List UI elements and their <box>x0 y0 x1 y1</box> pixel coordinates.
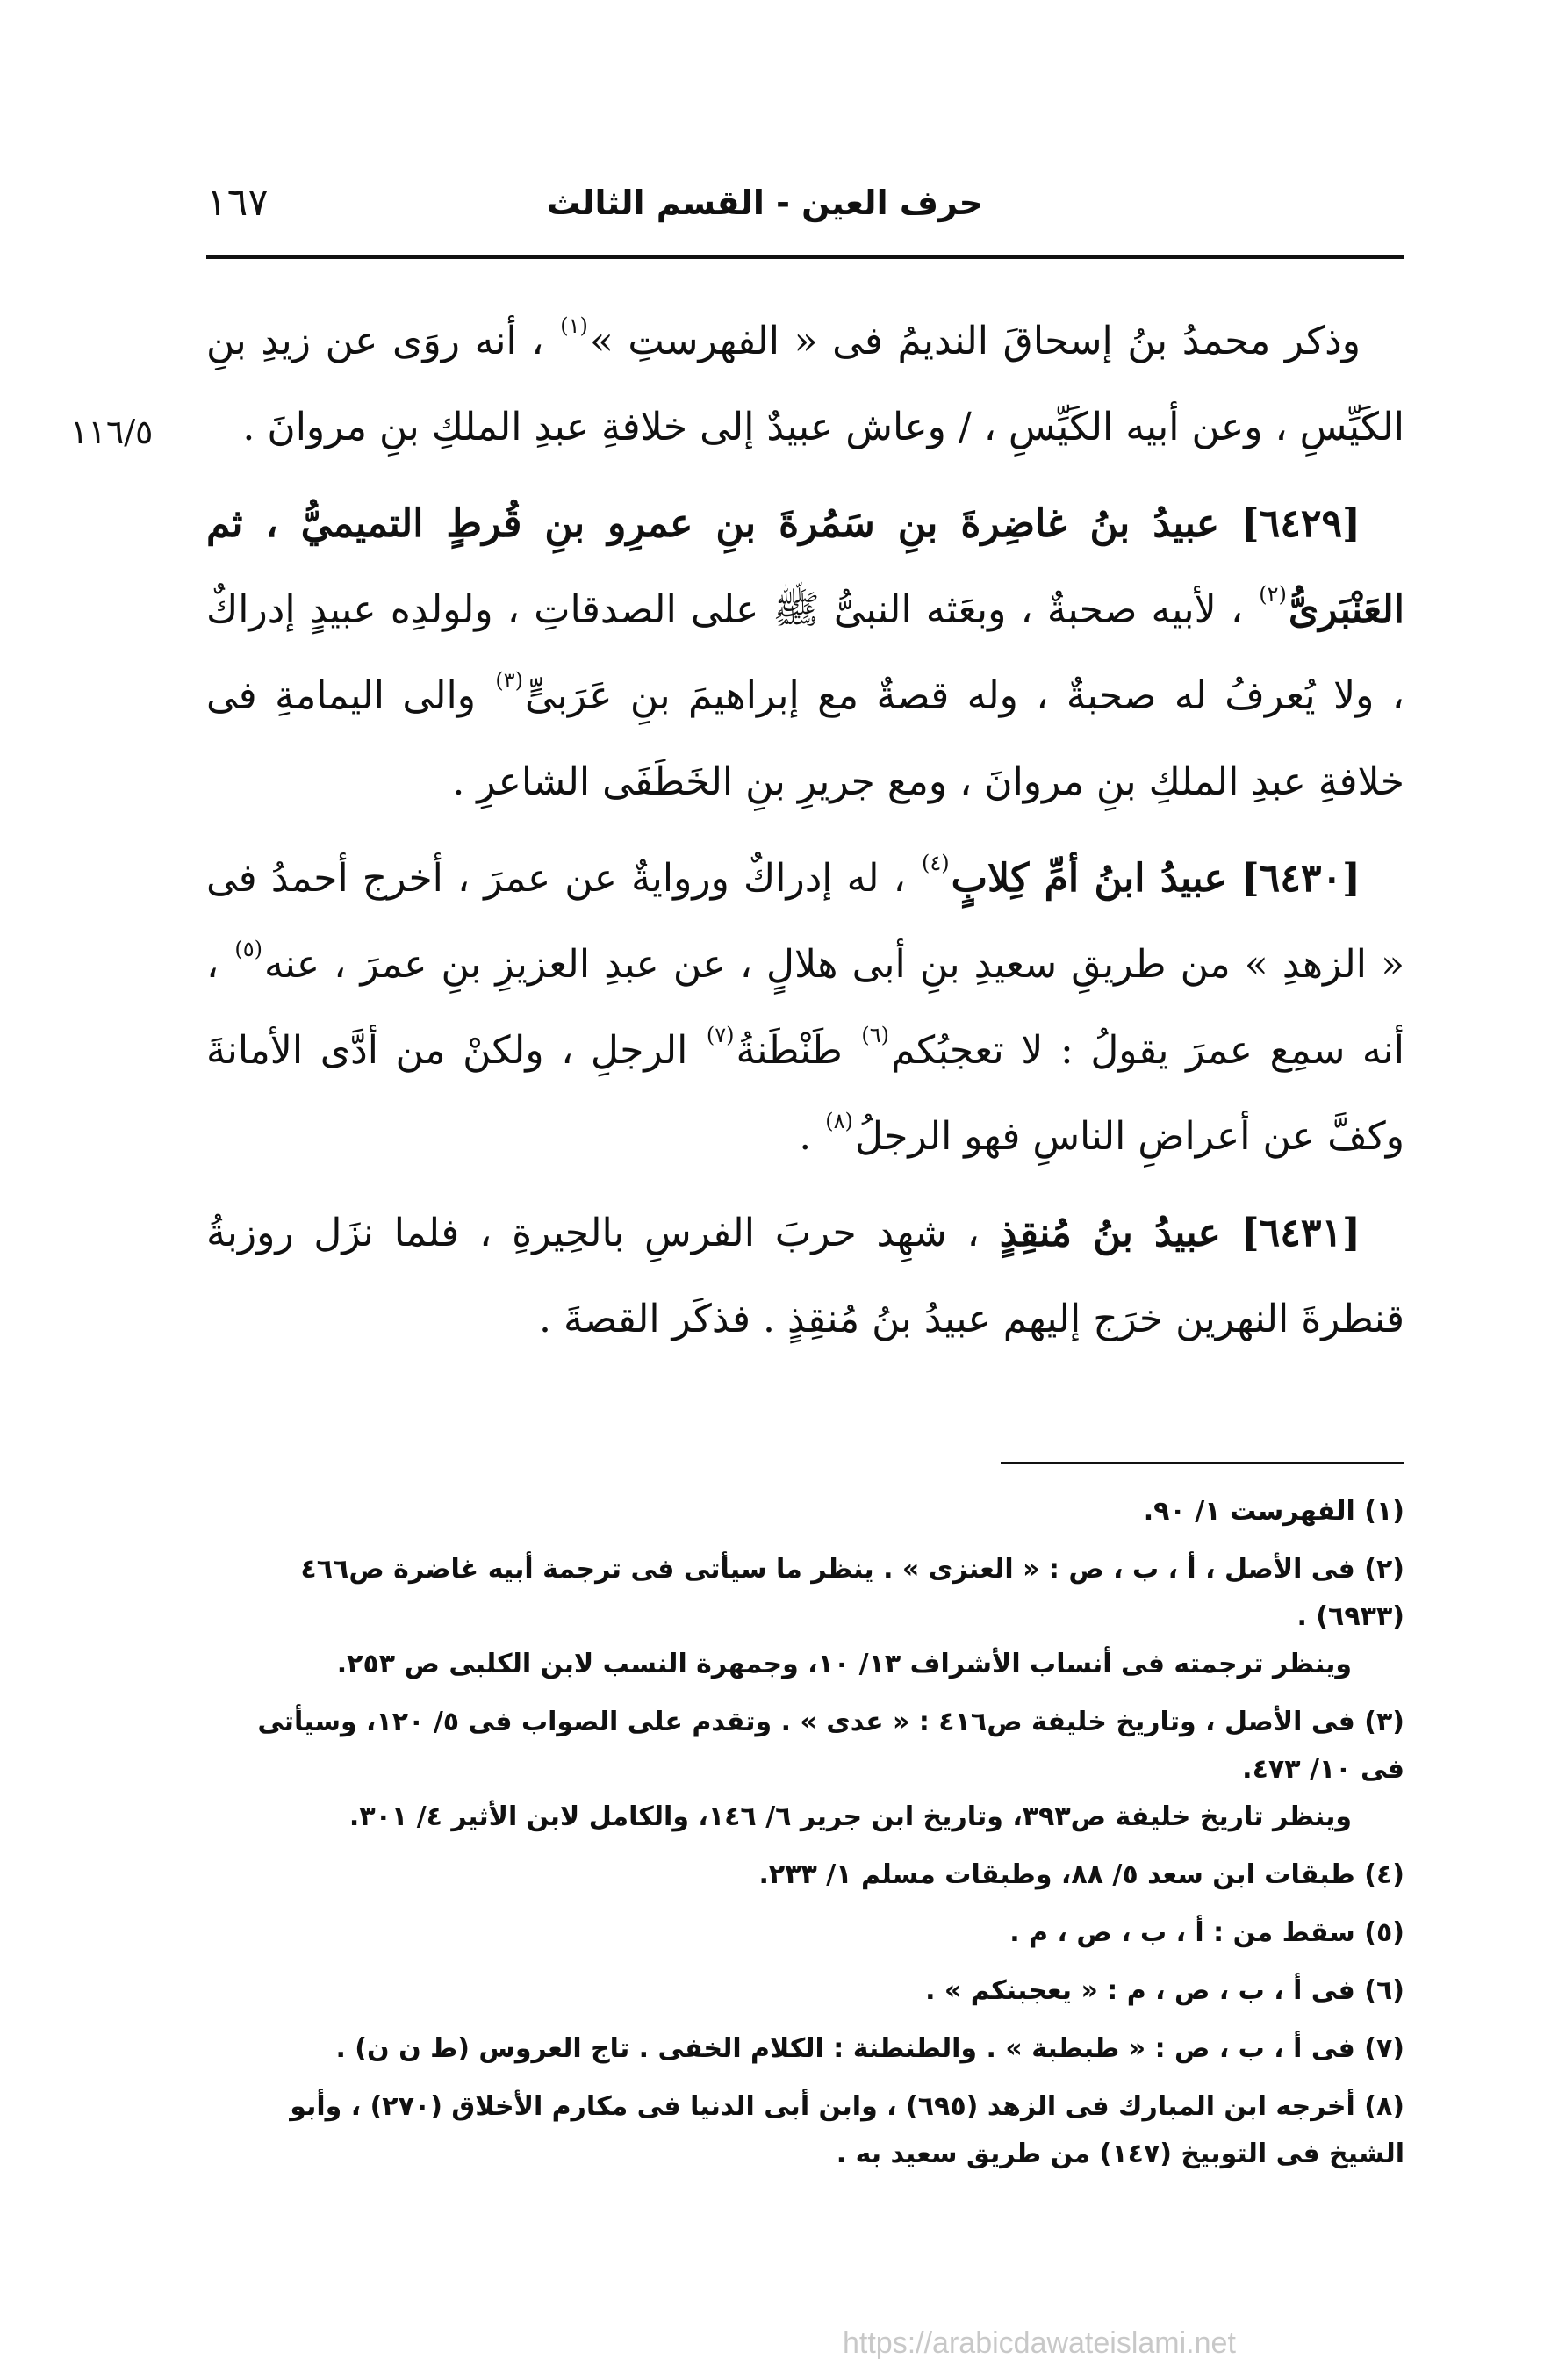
text-run: ، أنه روَى عن زيدِ بنِ الكَيِّسِ ، وعن أبيه الكَيِّسِ ، / وعاش عبيدٌ إلى خلافةِ عبدِ الملكِ بنِ مروانَ . <box>206 319 1404 449</box>
page-header <box>206 180 1404 233</box>
entry-6431 <box>206 1190 1404 1363</box>
footnote-3 <box>206 1699 1404 1841</box>
footnote-text: (٣) فى الأصل ، وتاريخ خليفة ص٤١٦ : « عدى » . وتقدم على الصواب فى ٥/ ١٢٠، وسيأتى فى ١٠/ ٤٧٣. <box>257 1707 1404 1785</box>
text-run: طَنْطَنةُ <box>736 1028 843 1073</box>
footnote-text: (٢) فى الأصل ، أ ، ب ، ص : « العنزى » . ينظر ما سيأتى فى ترجمة أبيه غاضرة ص٤٦٦ (٦٩٣٣) . <box>300 1554 1404 1632</box>
footnote-text: (٤) طبقات ابن سعد ٥/ ٨٨، وطبقات مسلم ١/ ٢٣٣. <box>758 1859 1404 1890</box>
entry-name: عبيدُ ابنُ أمِّ كِلابٍ <box>951 856 1227 901</box>
footnote-marker[interactable]: (١) <box>560 313 588 338</box>
footnote-marker[interactable]: (٨) <box>825 1109 853 1133</box>
footnote-continuation: وينظر تاريخ خليفة ص٣٩٣، وتاريخ ابن جرير ٦/ ١٤٦، والكامل لابن الأثير ٤/ ٣٠١. <box>348 1801 1352 1832</box>
footnote-8 <box>206 2083 1404 2178</box>
entry-number: [٦٤٢٩] <box>1240 501 1361 546</box>
footnote-5 <box>206 1909 1404 1957</box>
footnote-marker[interactable]: (٥) <box>234 937 262 961</box>
footnote-marker[interactable]: (٢) <box>1259 582 1287 607</box>
footnote-rule <box>1001 1462 1404 1464</box>
footnote-2 <box>206 1546 1404 1688</box>
entry-6430 <box>206 836 1404 1180</box>
entry-name: عبيدُ بنُ مُنقِذٍ <box>999 1211 1221 1255</box>
footnote-marker[interactable]: (٧) <box>706 1023 735 1047</box>
text-run: ، شهِد حربَ الفرسِ بالحِيرةِ ، فلما نزَل روزبةُ قنطرةَ النهرين خرَج إليهم عبيدُ بنُ مُنقِذٍ . فذكَر القصةَ . <box>206 1211 1404 1341</box>
text-run: الرجلِ ، ولكنْ من أدَّى الأمانةَ وكفَّ عن أعراضِ الناسِ فهو الرجلُ <box>206 1028 1404 1159</box>
entry-number: [٦٤٣١] <box>1240 1211 1361 1255</box>
footnote-marker[interactable]: (٣) <box>495 668 523 693</box>
text-run: . <box>799 1114 812 1159</box>
entry-6429 <box>206 481 1404 825</box>
paragraph-intro <box>206 298 1404 471</box>
entry-name: عبيدُ بنُ غاضِرةَ بنِ سَمُرةَ بنِ عمرِو بنِ قُرطٍ التميميُّ ، ثم العَنْبَرىُّ <box>206 501 1404 632</box>
text-run: ، له إدراكٌ وروايةٌ عن عمرَ ، أخرج أحمدُ فى « الزهدِ » من طريقِ سعيدِ بنِ أبى هلالٍ ، عن عبدِ العزيزِ بنِ عمرَ ، عنه <box>206 856 1404 987</box>
footnote-text: (٦) فى أ ، ب ، ص ، م : « يعجبنكم » . <box>925 1975 1404 2006</box>
main-text <box>206 298 1404 1363</box>
text-run: والى اليمامةِ فى خلافةِ عبدِ الملكِ بنِ مروانَ ، ومع جريرِ بنِ الخَطَفَى الشاعرِ . <box>206 673 1404 804</box>
footnote-1 <box>206 1488 1404 1535</box>
text-run: ، لأبيه صحبةٌ ، وبعَثه النبىُّ ﷺ على الصدقاتِ ، ولولدِه عبيدٍ إدراكٌ ، ولا يُعرفُ له صحبةٌ ، وله قصةٌ مع إبراهيمَ بنِ عَرَبىٍّ <box>206 587 1404 718</box>
footnote-text: (١) الفهرست ١/ ٩٠. <box>1143 1496 1404 1527</box>
footnote-7 <box>206 2025 1404 2073</box>
page-number: ١٦٧ <box>206 180 269 225</box>
entry-number: [٦٤٣٠] <box>1240 856 1361 901</box>
watermark-url: https://arabicdawateislami.net <box>843 2326 1236 2360</box>
footnote-text: (٧) فى أ ، ب ، ص : « طبطبة » . والطنطنة : الكلام الخفى . تاج العروس (ط ن ن) . <box>335 2033 1404 2064</box>
footnote-6 <box>206 1967 1404 2015</box>
margin-reference: ١١٦/٥ <box>70 413 154 451</box>
footnote-text: (٥) سقط من : أ ، ب ، ص ، م . <box>1009 1917 1404 1948</box>
footnote-marker[interactable]: (٤) <box>921 851 950 875</box>
running-title: حرف العين - القسم الثالث <box>547 183 983 222</box>
footnote-4 <box>206 1852 1404 1899</box>
footnotes <box>206 1488 1404 2189</box>
header-rule <box>206 255 1404 259</box>
text-run: وذكر محمدُ بنُ إسحاقَ النديمُ فى « الفهرستِ » <box>589 319 1361 363</box>
text-run: ، أنه سمِع عمرَ يقولُ : لا تعجبُكم <box>206 942 1404 1073</box>
footnote-text: (٨) أخرجه ابن المبارك فى الزهد (٦٩٥) ، وابن أبى الدنيا فى مكارم الأخلاق (٢٧٠) ، وأبو الشيخ فى التوبيخ (١٤٧) من طريق سعيد به . <box>290 2091 1404 2169</box>
footnote-continuation: وينظر ترجمته فى أنساب الأشراف ١٣/ ١٠، وجمهرة النسب لابن الكلبى ص ٢٥٣. <box>336 1649 1352 1679</box>
footnote-marker[interactable]: (٦) <box>861 1023 889 1047</box>
